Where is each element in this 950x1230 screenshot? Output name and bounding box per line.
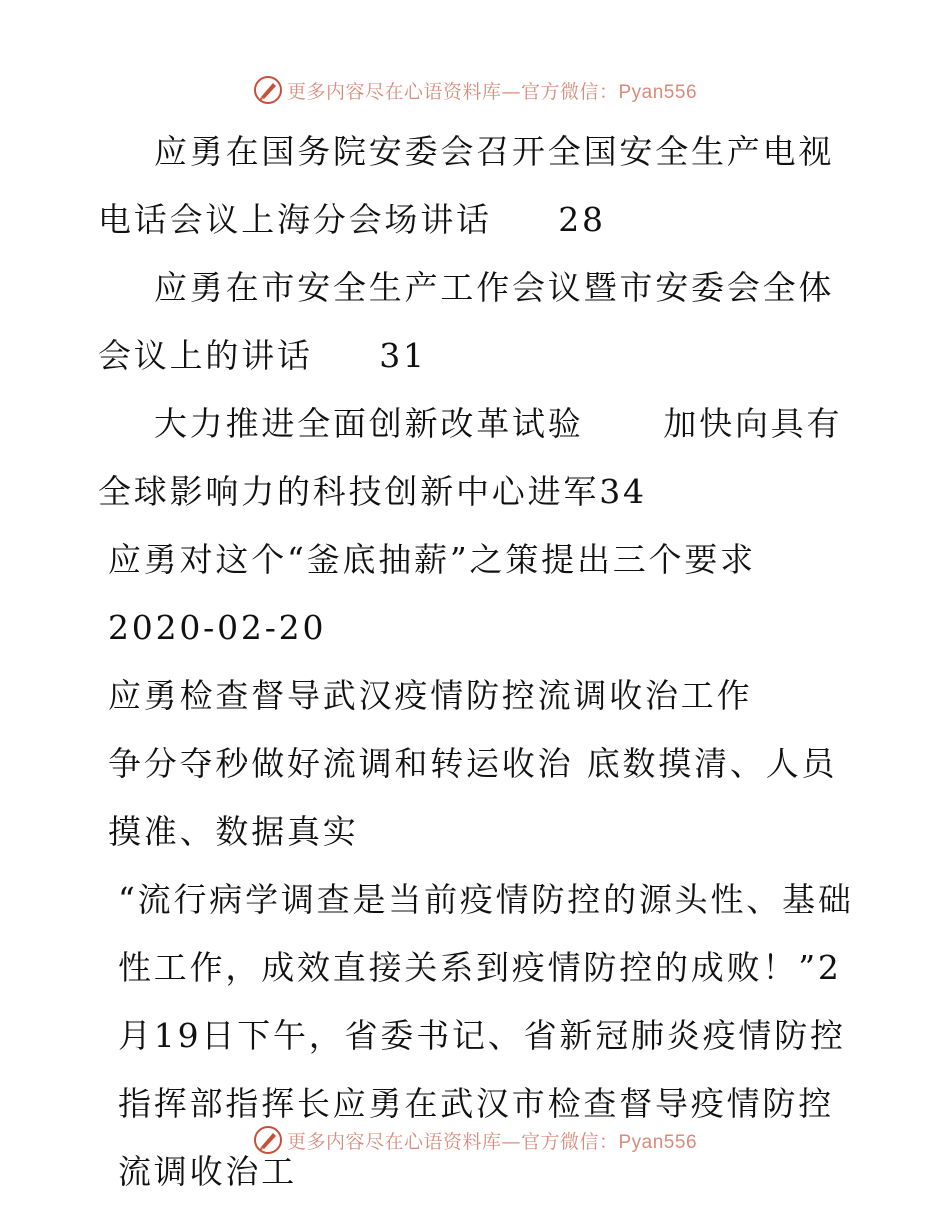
article-date: 2020-02-20 [108, 608, 327, 647]
toc-entry: 大力推进全面创新改革试验 加快向具有全球影响力的科技创新中心进军34 [98, 404, 843, 511]
header-watermark [0, 70, 950, 110]
toc-entry: 应勇在市安全生产工作会议暨市安委会全体会议上的讲话 31 [98, 268, 835, 375]
watermark-text: 更多内容尽在心语资料库—官方微信：Pyan556 [286, 80, 698, 103]
article-subheadline: 争分夺秒做好流调和转运收治 底数摸清、人员摸准、数据真实 [108, 744, 838, 851]
footer-watermark [0, 1120, 950, 1160]
article-headline: 应勇检查督导武汉疫情防控流调收治工作 [108, 676, 753, 715]
pen-logo-icon [253, 75, 283, 105]
document-body [98, 118, 858, 1206]
article-title: 应勇对这个“釜底抽薪”之策提出三个要求 [108, 540, 756, 579]
article-paragraph: “流行病学调查是当前疫情防控的源头性、基础性工作，成效直接关系到疫情防控的成败！”2月19日下午，省委书记、省新冠肺炎疫情防控指挥部指挥长应勇在武汉市检查督导疫情防控流调收治工 [118, 880, 854, 1191]
toc-entry: 应勇在国务院安委会召开全国安全生产电视电话会议上海分会场讲话 28 [98, 132, 835, 239]
watermark-text: 更多内容尽在心语资料库—官方微信：Pyan556 [286, 1130, 698, 1153]
pen-logo-icon [253, 1125, 283, 1155]
